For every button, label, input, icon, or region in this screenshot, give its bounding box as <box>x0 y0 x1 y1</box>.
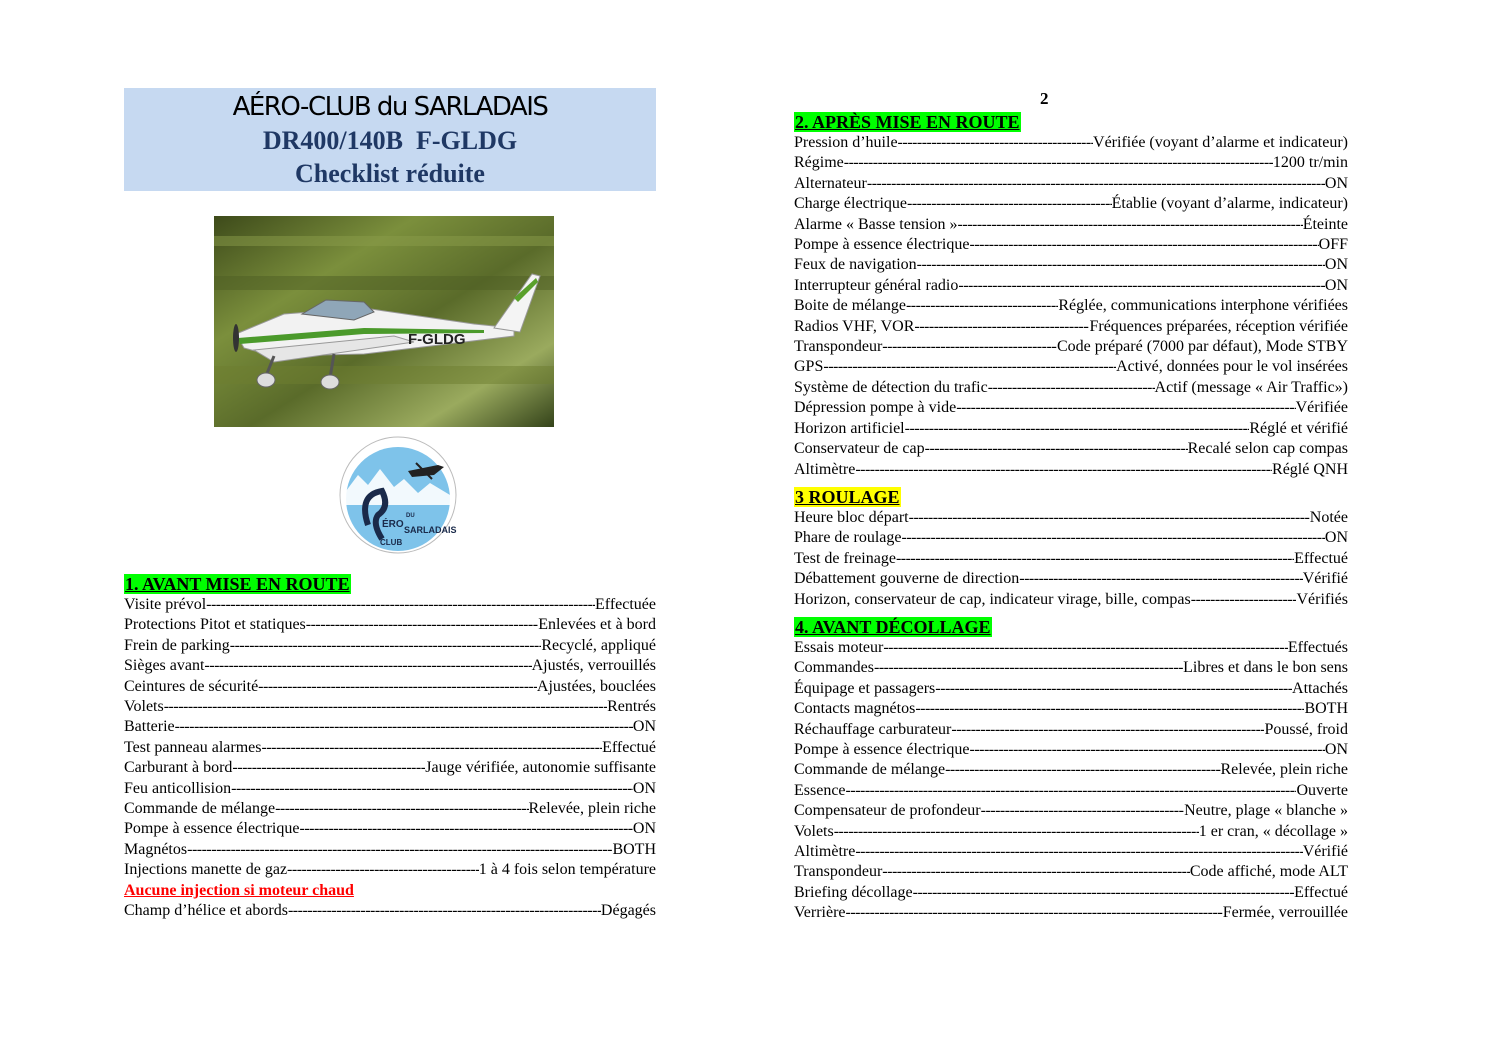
dot-leader <box>823 357 1116 377</box>
checklist-right <box>794 112 1348 924</box>
checklist-row <box>794 439 1348 459</box>
checklist-item-value: ON <box>1324 174 1348 192</box>
dot-leader <box>905 419 1250 439</box>
checklist-item-label: Alternateur <box>794 174 867 192</box>
checklist-row <box>794 215 1348 235</box>
logo-text-ero: ÉRO <box>382 519 404 530</box>
checklist-item-label: Test de freinage <box>794 549 896 567</box>
checklist-item-value: ON <box>1324 276 1348 294</box>
checklist-row <box>794 822 1348 842</box>
checklist-item-label: Transpondeur <box>794 863 883 881</box>
checklist-row <box>794 296 1348 316</box>
dot-leader <box>883 638 1288 658</box>
checklist-item-value: Effectués <box>1287 638 1348 656</box>
checklist-item-value: Dégagés <box>600 902 656 920</box>
checklist-item-label: Régime <box>794 154 844 172</box>
checklist-item-value: Vérifiés <box>1296 590 1348 608</box>
dot-leader <box>1019 569 1302 589</box>
checklist-item-value: BOTH <box>612 840 656 858</box>
checklist-row <box>124 697 656 717</box>
checklist-item-label: Protections Pitot et statiques <box>124 616 306 634</box>
checklist-item-label: Pompe à essence électrique <box>794 236 970 254</box>
section-heading <box>794 617 1348 638</box>
checklist-row <box>794 133 1348 153</box>
logo-text-sarladais: SARLADAIS <box>404 525 457 535</box>
section-title: 3 ROULAGE <box>795 486 900 507</box>
dot-leader <box>958 276 1325 296</box>
checklist-item-value: Éteinte <box>1302 215 1348 233</box>
dot-leader <box>915 699 1304 719</box>
dot-leader <box>882 862 1190 882</box>
checklist-item-value: ON <box>632 820 656 838</box>
dot-leader <box>956 398 1295 418</box>
checklist-row <box>794 508 1348 528</box>
checklist-item-label: Commande de mélange <box>794 761 946 779</box>
checklist-row <box>124 819 656 839</box>
checklist-row <box>794 740 1348 760</box>
logo-text-du: DU <box>406 513 415 519</box>
checklist-item-label: Carburant à bord <box>124 759 233 777</box>
dot-leader <box>846 903 1223 923</box>
checklist-item-label: Charge électrique <box>794 195 907 213</box>
dot-leader <box>1191 590 1297 610</box>
checklist-row <box>794 590 1348 610</box>
dot-leader <box>258 677 537 697</box>
checklist-item-value: BOTH <box>1304 700 1348 718</box>
checklist-row <box>794 460 1348 480</box>
checklist-row <box>794 419 1348 439</box>
dot-leader <box>844 153 1273 173</box>
checklist-row <box>794 337 1348 357</box>
section-gap <box>794 480 1348 487</box>
checklist-item-label: Altimètre <box>794 460 856 478</box>
checklist-row <box>124 615 656 635</box>
checklist-item-label: Compensateur de profondeur <box>794 802 981 820</box>
checklist-row <box>794 255 1348 275</box>
checklist-item-value: ON <box>1324 256 1348 274</box>
checklist-row <box>794 549 1348 569</box>
dot-leader <box>882 337 1057 357</box>
checklist-row <box>124 758 656 778</box>
checklist-item-label: Frein de parking <box>124 636 230 654</box>
checklist-item-value: Neutre, plage « blanche » <box>1184 802 1348 820</box>
registration-marking: F-GLDG <box>408 331 466 348</box>
checklist-item-label: Horizon artificiel <box>794 419 905 437</box>
checklist-item-value: Code affiché, mode ALT <box>1189 863 1348 881</box>
checklist-item-value: Jauge vérifiée, autonomie suffisante <box>425 759 656 777</box>
dot-leader <box>230 636 542 656</box>
checklist-item-label: Sièges avant <box>124 657 205 675</box>
checklist-row <box>124 779 656 799</box>
checklist-row <box>794 679 1348 699</box>
dot-leader <box>969 235 1318 255</box>
checklist-item-value: Vérifiée <box>1295 399 1348 417</box>
checklist-item-value: Relevée, plein riche <box>1220 761 1348 779</box>
dot-leader <box>204 656 531 676</box>
dot-leader <box>951 720 1264 740</box>
dot-leader <box>846 781 1297 801</box>
aircraft-model: DR400/140B F-GLDG <box>262 126 518 155</box>
section-title: 1. AVANT MISE EN ROUTE <box>125 574 350 594</box>
checklist-row <box>794 378 1348 398</box>
checklist-row <box>794 317 1348 337</box>
checklist-item-label: Pression d’huile <box>794 134 898 151</box>
dot-leader <box>913 883 1294 903</box>
checklist-item-label: Commandes <box>794 659 874 677</box>
checklist-item-label: Alarme « Basse tension » <box>794 215 958 233</box>
checklist-item-label: Volets <box>794 822 834 840</box>
dot-leader <box>261 738 602 758</box>
checklist-item-value: Recalé selon cap compas <box>1187 440 1348 458</box>
checklist-row <box>794 638 1348 658</box>
checklist-row <box>794 153 1348 173</box>
checklist-item-label: Pompe à essence électrique <box>124 820 300 838</box>
checklist-row <box>124 799 656 819</box>
title-box <box>124 88 656 191</box>
checklist-item-value: ON <box>632 718 656 736</box>
checklist-item-value: ON <box>1324 529 1348 547</box>
checklist-item-value: Effectué <box>1294 883 1348 901</box>
dot-leader <box>969 740 1324 760</box>
checklist-item-value: Réglée, communications interphone vérifiées <box>1058 297 1348 315</box>
dot-leader <box>231 779 633 799</box>
checklist-item-label: Horizon, conservateur de cap, indicateur virage, bille, compas <box>794 590 1191 608</box>
checklist-item-label: Briefing décollage <box>794 883 913 901</box>
dot-leader <box>935 679 1292 699</box>
checklist-row <box>794 174 1348 194</box>
dot-leader <box>187 840 612 860</box>
checklist-item-label: Équipage et passagers <box>794 679 936 697</box>
checklist-item-value: Vérifié <box>1302 570 1348 588</box>
checklist-item-label: Champ d’hélice et abords <box>124 902 288 920</box>
checklist-item-value: Code préparé (7000 par défaut), Mode STBY <box>1056 338 1348 356</box>
checklist-item-value: Ajustées, bouclées <box>536 677 656 695</box>
checklist-row <box>794 760 1348 780</box>
checklist-item-label: Feux de navigation <box>794 256 917 274</box>
dot-leader <box>925 439 1188 459</box>
checklist-item-label: Feu anticollision <box>124 779 232 797</box>
checklist-item-value: Recyclé, appliqué <box>541 636 656 654</box>
checklist-item-value: Libres et dans le bon sens <box>1183 659 1348 677</box>
checklist-row <box>124 595 656 615</box>
checklist-row <box>794 569 1348 589</box>
dot-leader <box>299 819 632 839</box>
checklist-item-value: Vérifiée (voyant d’alarme et indicateur) <box>1093 134 1348 151</box>
checklist-row <box>794 276 1348 296</box>
checklist-item-value: 1200 tr/min <box>1272 154 1348 172</box>
aircraft-photo <box>214 216 554 427</box>
dot-leader <box>917 255 1325 275</box>
checklist-item-label: Débattement gouverne de direction <box>794 570 1020 588</box>
checklist-row <box>794 658 1348 678</box>
checklist-left <box>124 574 656 922</box>
dot-leader <box>867 174 1325 194</box>
checklist-item-value: Réglé QNH <box>1272 460 1348 478</box>
checklist-item-label: Pompe à essence électrique <box>794 740 970 758</box>
club-logo <box>338 435 459 556</box>
dot-leader <box>909 508 1310 528</box>
checklist-item-label: Essence <box>794 781 846 799</box>
checklist-item-label: Essais moteur <box>794 638 884 656</box>
checklist-item-value: Actif (message « Air Traffic») <box>1154 378 1348 396</box>
checklist-row <box>124 901 656 921</box>
checklist-row <box>124 840 656 860</box>
checklist-item-value: OFF <box>1318 236 1348 254</box>
dot-leader <box>306 615 539 635</box>
checklist-row <box>794 194 1348 214</box>
dot-leader <box>898 133 1093 153</box>
checklist-item-label: Magnétos <box>124 840 188 858</box>
checklist-item-value: Fermée, verrouillée <box>1222 904 1348 922</box>
airplane-illustration <box>214 216 554 427</box>
checklist-item-value: Rentrés <box>607 698 656 716</box>
dot-leader <box>206 595 595 615</box>
checklist-row <box>794 357 1348 377</box>
checklist-row <box>794 801 1348 821</box>
checklist-item-label: Boite de mélange <box>794 297 906 315</box>
checklist-item-label: Heure bloc départ <box>794 508 909 526</box>
checklist-row <box>794 883 1348 903</box>
checklist-item-label: Transpondeur <box>794 338 883 356</box>
checklist-item-label: Verrière <box>794 904 846 922</box>
checklist-item-label: Radios VHF, VOR <box>794 317 915 335</box>
checklist-row <box>124 717 656 737</box>
club-name: AÉRO-CLUB du SARLADAIS <box>232 92 548 122</box>
checklist-item-label: Dépression pompe à vide <box>794 399 957 417</box>
checklist-row <box>794 699 1348 719</box>
checklist-item-label: Volets <box>124 698 164 716</box>
checklist-item-label: Commande de mélange <box>124 800 276 818</box>
dot-leader <box>834 822 1199 842</box>
checklist-item-value: ON <box>1324 740 1348 758</box>
checklist-item-value: 1 er cran, « décollage » <box>1198 822 1348 840</box>
checklist-row <box>124 636 656 656</box>
page-number: 2 <box>1040 89 1049 108</box>
dot-leader <box>164 697 607 717</box>
dot-leader <box>287 860 479 880</box>
checklist-item-value: Effectué <box>1294 549 1348 567</box>
logo-text-club: CLUB <box>380 538 403 547</box>
checklist-row <box>124 656 656 676</box>
dot-leader <box>855 460 1272 480</box>
checklist-item-value: Effectuée <box>595 596 656 613</box>
checklist-row <box>794 720 1348 740</box>
dot-leader <box>958 215 1303 235</box>
dot-leader <box>896 549 1294 569</box>
dot-leader <box>906 296 1058 316</box>
checklist-item-value: 1 à 4 fois selon température <box>478 861 656 879</box>
section-title: 2. APRÈS MISE EN ROUTE <box>795 112 1020 132</box>
dot-leader <box>874 658 1183 678</box>
checklist-item-label: Injections manette de gaz <box>124 861 288 879</box>
dot-leader <box>232 758 425 778</box>
checklist-item-label: Altimètre <box>794 843 856 860</box>
checklist-item-value: Enlevées et à bord <box>538 616 656 634</box>
checklist-item-value: ON <box>632 779 656 797</box>
dot-leader <box>988 378 1155 398</box>
section-title: 4. AVANT DÉCOLLAGE <box>795 616 991 637</box>
checklist-item-value: Attachés <box>1292 679 1348 697</box>
checklist-item-value: Fréquences préparées, réception vérifiée <box>1089 317 1348 335</box>
dot-leader <box>981 801 1184 821</box>
checklist-item-label: Système de détection du trafic <box>794 378 988 396</box>
checklist-row <box>794 903 1348 923</box>
checklist-item-value: Relevée, plein riche <box>528 800 656 818</box>
checklist-row <box>794 842 1348 862</box>
checklist-item-value: Poussé, froid <box>1264 720 1348 738</box>
dot-leader <box>902 528 1325 548</box>
dot-leader <box>288 901 601 921</box>
checklist-item-label: Ceintures de sécurité <box>124 677 259 695</box>
checklist-item-label: Test panneau alarmes <box>124 738 262 756</box>
checklist-row <box>794 398 1348 418</box>
checklist-item-label: Phare de roulage <box>794 529 902 547</box>
section-heading <box>794 112 1348 133</box>
section-gap <box>794 610 1348 617</box>
dot-leader <box>945 760 1220 780</box>
checklist-item-label: Batterie <box>124 718 175 736</box>
checklist-item-value: Effectué <box>602 738 656 756</box>
checklist-item-label: Interrupteur général radio <box>794 276 959 294</box>
dot-leader <box>275 799 528 819</box>
section-heading <box>124 574 656 595</box>
checklist-row <box>124 738 656 758</box>
checklist-item-value: Activé, données pour le vol insérées <box>1116 358 1348 376</box>
checklist-row <box>124 677 656 697</box>
checklist-item-value: Réglé et vérifié <box>1249 419 1348 437</box>
checklist-row <box>794 528 1348 548</box>
checklist-item-value: Établie (voyant d’alarme, indicateur) <box>1111 195 1348 213</box>
checklist-item-value: Ouverte <box>1296 781 1348 799</box>
dot-leader <box>855 842 1302 862</box>
checklist-item-label: GPS <box>794 358 824 376</box>
checklist-row <box>794 235 1348 255</box>
checklist-item-value: Notée <box>1309 508 1348 526</box>
checklist-item-label: Réchauffage carburateur <box>794 720 952 738</box>
dot-leader <box>175 717 633 737</box>
checklist-item-label: Conservateur de cap <box>794 440 925 458</box>
document-title: Checklist réduite <box>295 159 485 188</box>
checklist-item-value: Ajustés, verrouillés <box>531 657 656 675</box>
checklist-item-value: Vérifié <box>1302 843 1348 860</box>
checklist-row <box>124 860 656 880</box>
section-heading <box>794 487 1348 508</box>
dot-leader <box>907 194 1112 214</box>
checklist-item-label: Visite prévol <box>124 596 207 613</box>
dot-leader <box>914 317 1089 337</box>
checklist-row <box>794 781 1348 801</box>
checklist-item-label: Contacts magnétos <box>794 700 916 718</box>
checklist-row <box>794 862 1348 882</box>
warning-note: Aucune injection si moteur chaud <box>124 881 354 899</box>
